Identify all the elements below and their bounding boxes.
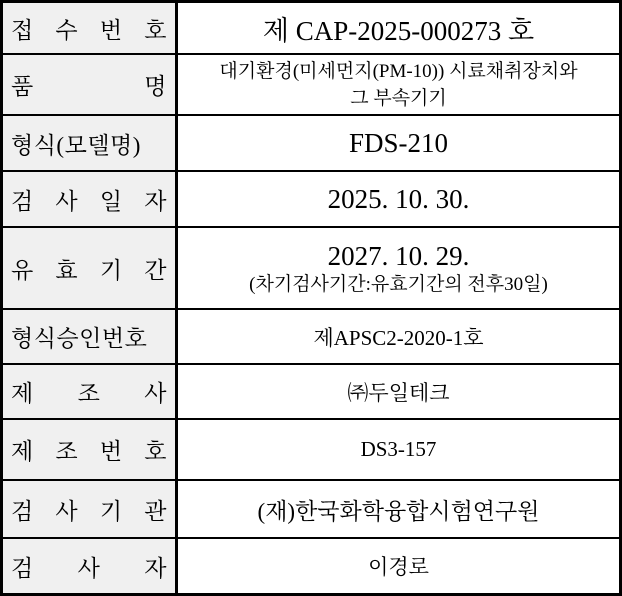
table-row-manufacturer bbox=[3, 365, 619, 420]
row-value-text: 제APSC2-2020-1호 bbox=[313, 325, 484, 350]
row-label bbox=[3, 116, 178, 170]
row-label bbox=[3, 172, 178, 226]
row-label bbox=[3, 310, 178, 363]
row-label-text: 검 사 자 bbox=[11, 555, 167, 581]
row-label bbox=[3, 55, 178, 114]
row-value bbox=[178, 365, 619, 418]
row-value-text: 이경로 bbox=[368, 555, 429, 579]
row-label-text: 형식승인번호 bbox=[11, 326, 148, 351]
row-value-text: 대기환경(미세먼지(PM-10)) 시료채취장치와 bbox=[219, 60, 578, 82]
row-value-text: (재)한국화학융합시험연구원 bbox=[257, 498, 540, 524]
row-label bbox=[3, 228, 178, 308]
row-value-text-line2: 그 부속기기 bbox=[350, 87, 447, 109]
row-label bbox=[3, 365, 178, 418]
row-label bbox=[3, 3, 178, 53]
row-value-text: 제 CAP-2025-000273 호 bbox=[262, 15, 535, 46]
row-label-text: 검 사 일 자 bbox=[11, 188, 167, 214]
row-value-text-line2: (차기검사기간:유효기간의 전후30일) bbox=[249, 273, 548, 295]
row-label-text: 유 효 기 간 bbox=[11, 257, 167, 283]
row-value bbox=[178, 3, 619, 53]
table-row-inspection-date bbox=[3, 172, 619, 228]
row-label-text: 검 사 기 관 bbox=[11, 498, 167, 524]
table-row-product-name bbox=[3, 55, 619, 116]
row-label bbox=[3, 481, 178, 537]
row-value bbox=[178, 481, 619, 537]
row-label-text: 제 조 번 호 bbox=[11, 439, 167, 464]
row-value-text: DS3-157 bbox=[360, 437, 437, 461]
row-label bbox=[3, 539, 178, 593]
table-row-type-approval-number bbox=[3, 310, 619, 365]
row-value bbox=[178, 228, 619, 308]
table-row-model-name bbox=[3, 116, 619, 172]
table-row-validity-period bbox=[3, 228, 619, 310]
table-row-inspector bbox=[3, 539, 619, 593]
row-value bbox=[178, 539, 619, 593]
table-row-inspection-agency bbox=[3, 481, 619, 539]
row-value-text: 2027. 10. 29. bbox=[327, 240, 470, 271]
row-label-text: 제 조 사 bbox=[11, 381, 167, 406]
row-value-text: FDS-210 bbox=[348, 127, 449, 158]
row-value-text: 2025. 10. 30. bbox=[327, 183, 470, 214]
table-row-serial-number bbox=[3, 420, 619, 481]
row-value bbox=[178, 116, 619, 170]
row-label-text: 접 수 번 호 bbox=[11, 17, 167, 43]
row-value bbox=[178, 172, 619, 226]
row-label-text: 형식(모델명) bbox=[11, 132, 141, 158]
row-value bbox=[178, 420, 619, 479]
row-value bbox=[178, 55, 619, 114]
row-value-text: ㈜두일테크 bbox=[347, 380, 450, 405]
row-value bbox=[178, 310, 619, 363]
row-label bbox=[3, 420, 178, 479]
table-row-receipt-number bbox=[3, 3, 619, 55]
row-label-text: 품 명 bbox=[11, 74, 167, 99]
